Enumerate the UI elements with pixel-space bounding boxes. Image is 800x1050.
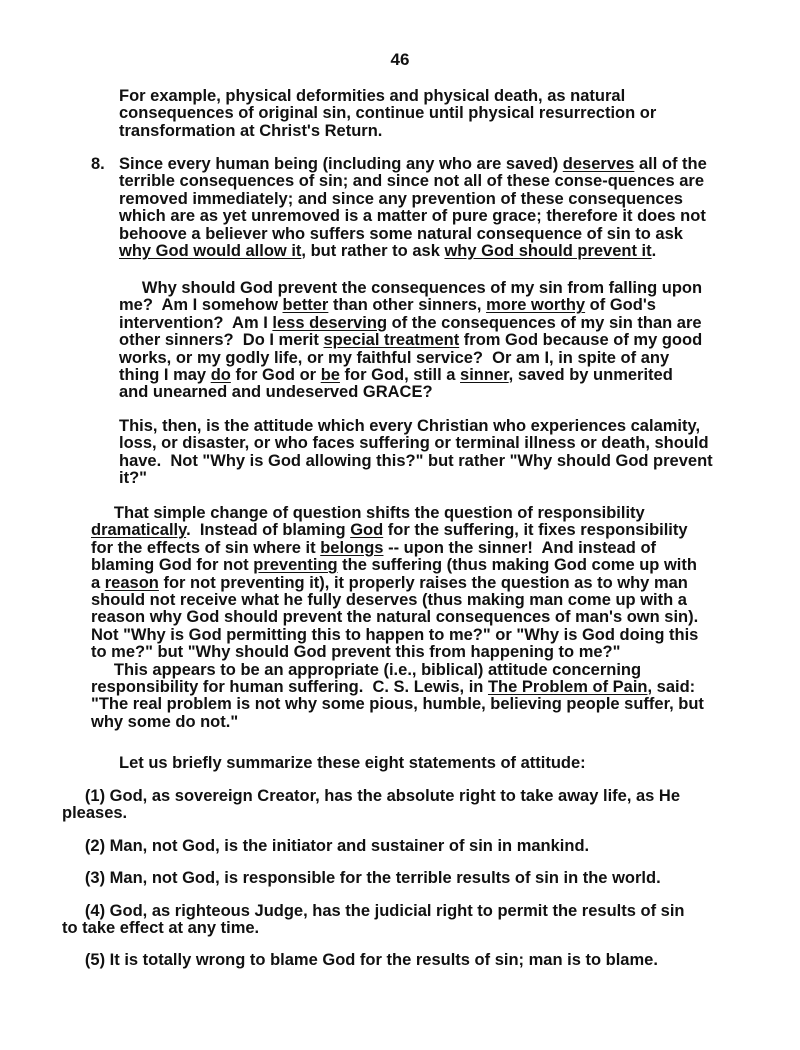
text-line: other sinners? Do I merit special treatment from God because of my good — [119, 331, 703, 350]
text-line: for the effects of sin where it belongs -- upon the sinner! And instead of — [91, 538, 657, 557]
underlined-text: better — [282, 296, 329, 315]
underlined-text: why God would allow it — [119, 241, 302, 260]
text-line: which are as yet unremoved is a matter of pure grace; therefore it does not — [119, 207, 706, 226]
text-line: This, then, is the attitude which every Christian who experiences calamity, — [119, 417, 701, 435]
point-8-paragraph — [119, 156, 707, 260]
text-line: have. Not "Why is God allowing this?" but rather "Why should God prevent — [119, 451, 713, 470]
underlined-text: belongs — [320, 538, 384, 557]
text-line: behoove a believer who suffers some natural consequence of sin to ask — [119, 224, 683, 243]
text-line: (3) Man, not God, is responsible for the terrible results of sin in the world. — [62, 869, 661, 888]
summary-intro: Let us briefly summarize these eight statements of attitude: — [119, 754, 586, 772]
underlined-text: reason — [104, 573, 159, 592]
text-line: reason why God should prevent the natural consequences of man's own sin). — [91, 608, 699, 627]
text-line: thing I may do for God or be for God, still a sinner, saved by unmerited — [119, 365, 673, 384]
text-line: (4) God, as righteous Judge, has the judicial right to permit the results of sin — [62, 901, 685, 920]
text-line: dramatically. Instead of blaming God for the suffering, it fixes responsibility — [91, 521, 688, 540]
summary-item — [62, 903, 685, 938]
underlined-text: preventing — [253, 556, 338, 575]
text-line: (1) God, as sovereign Creator, has the absolute right to take away life, as He — [62, 787, 681, 805]
summary-item — [62, 788, 685, 823]
text-line: to me?" but "Why should God prevent this from happening to me?" — [91, 643, 621, 662]
text-line: (5) It is totally wrong to blame God for the results of sin; man is to blame. — [62, 951, 658, 970]
text-line: Not "Why is God permitting this to happen to me?" or "Why is God doing this — [91, 625, 699, 644]
text-line: intervention? Am I less deserving of the consequences of my sin than are — [119, 313, 702, 332]
page-number: 46 — [390, 50, 410, 69]
text-line: "The real problem is not why some pious, humble, believing people suffer, but — [91, 695, 704, 714]
text-line: me? Am I somehow better than other sinners, more worthy of God's — [119, 296, 656, 315]
attitude-paragraph — [119, 418, 713, 488]
text-line: pleases. — [62, 804, 128, 823]
underlined-text: special treatment — [323, 331, 460, 350]
text-line: why God would allow it, but rather to ask why God should prevent it. — [119, 241, 657, 260]
text-line: it?" — [119, 469, 147, 488]
intro-paragraph — [119, 88, 656, 140]
text-line: Since every human being (including any who are saved) deserves all of the — [119, 155, 707, 173]
text-line: why some do not." — [91, 712, 239, 731]
text-line: a reason for not preventing it), it properly raises the question as to why man — [91, 573, 688, 592]
text-line: consequences of original sin, continue until physical resurrection or — [119, 104, 657, 123]
text-line: to take effect at any time. — [62, 918, 260, 937]
text-line: For example, physical deformities and physical death, as natural — [119, 87, 626, 105]
text-line: terrible consequences of sin; and since not all of these conse-quences are — [119, 172, 705, 191]
summary-item — [62, 870, 685, 887]
underlined-text: be — [320, 365, 340, 384]
questions-paragraph — [119, 280, 702, 402]
underlined-text: deserves — [562, 155, 635, 173]
underlined-text: The Problem of Pain — [487, 677, 648, 696]
underlined-text: less deserving — [272, 313, 388, 332]
text-line: should not receive what he fully deserves (thus making man come up with a — [91, 590, 687, 609]
summary-item — [62, 838, 685, 855]
underlined-text: why God should prevent it — [444, 241, 652, 260]
list-marker-8: 8. — [91, 155, 105, 173]
text-line: blaming God for not preventing the suffering (thus making God come up with — [91, 556, 697, 575]
underlined-text: sinner — [460, 365, 509, 384]
text-line: loss, or disaster, or who faces suffering or terminal illness or death, should — [119, 434, 709, 453]
underlined-text: God — [350, 521, 384, 540]
text-line: and unearned and undeserved GRACE? — [119, 383, 433, 402]
summary-list — [62, 788, 685, 985]
text-line: removed immediately; and since any prevention of these consequences — [119, 189, 683, 208]
text-line: This appears to be an appropriate (i.e., biblical) attitude concerning — [91, 660, 642, 679]
responsibility-paragraph — [91, 505, 704, 731]
underlined-text: more worthy — [486, 296, 586, 315]
text-line: transformation at Christ's Return. — [119, 121, 383, 140]
text-line: Why should God prevent the consequences of my sin from falling upon — [119, 279, 703, 297]
underlined-text: do — [210, 365, 231, 384]
text-line: responsibility for human suffering. C. S. Lewis, in The Problem of Pain, said: — [91, 677, 696, 696]
summary-item — [62, 952, 685, 969]
text-line: works, or my godly life, or my faithful service? Or am I, in spite of any — [119, 348, 670, 367]
text-line: (2) Man, not God, is the initiator and sustainer of sin in mankind. — [62, 836, 590, 855]
text-line: That simple change of question shifts the question of responsibility — [91, 504, 645, 522]
underlined-text: dramatically — [91, 521, 187, 540]
